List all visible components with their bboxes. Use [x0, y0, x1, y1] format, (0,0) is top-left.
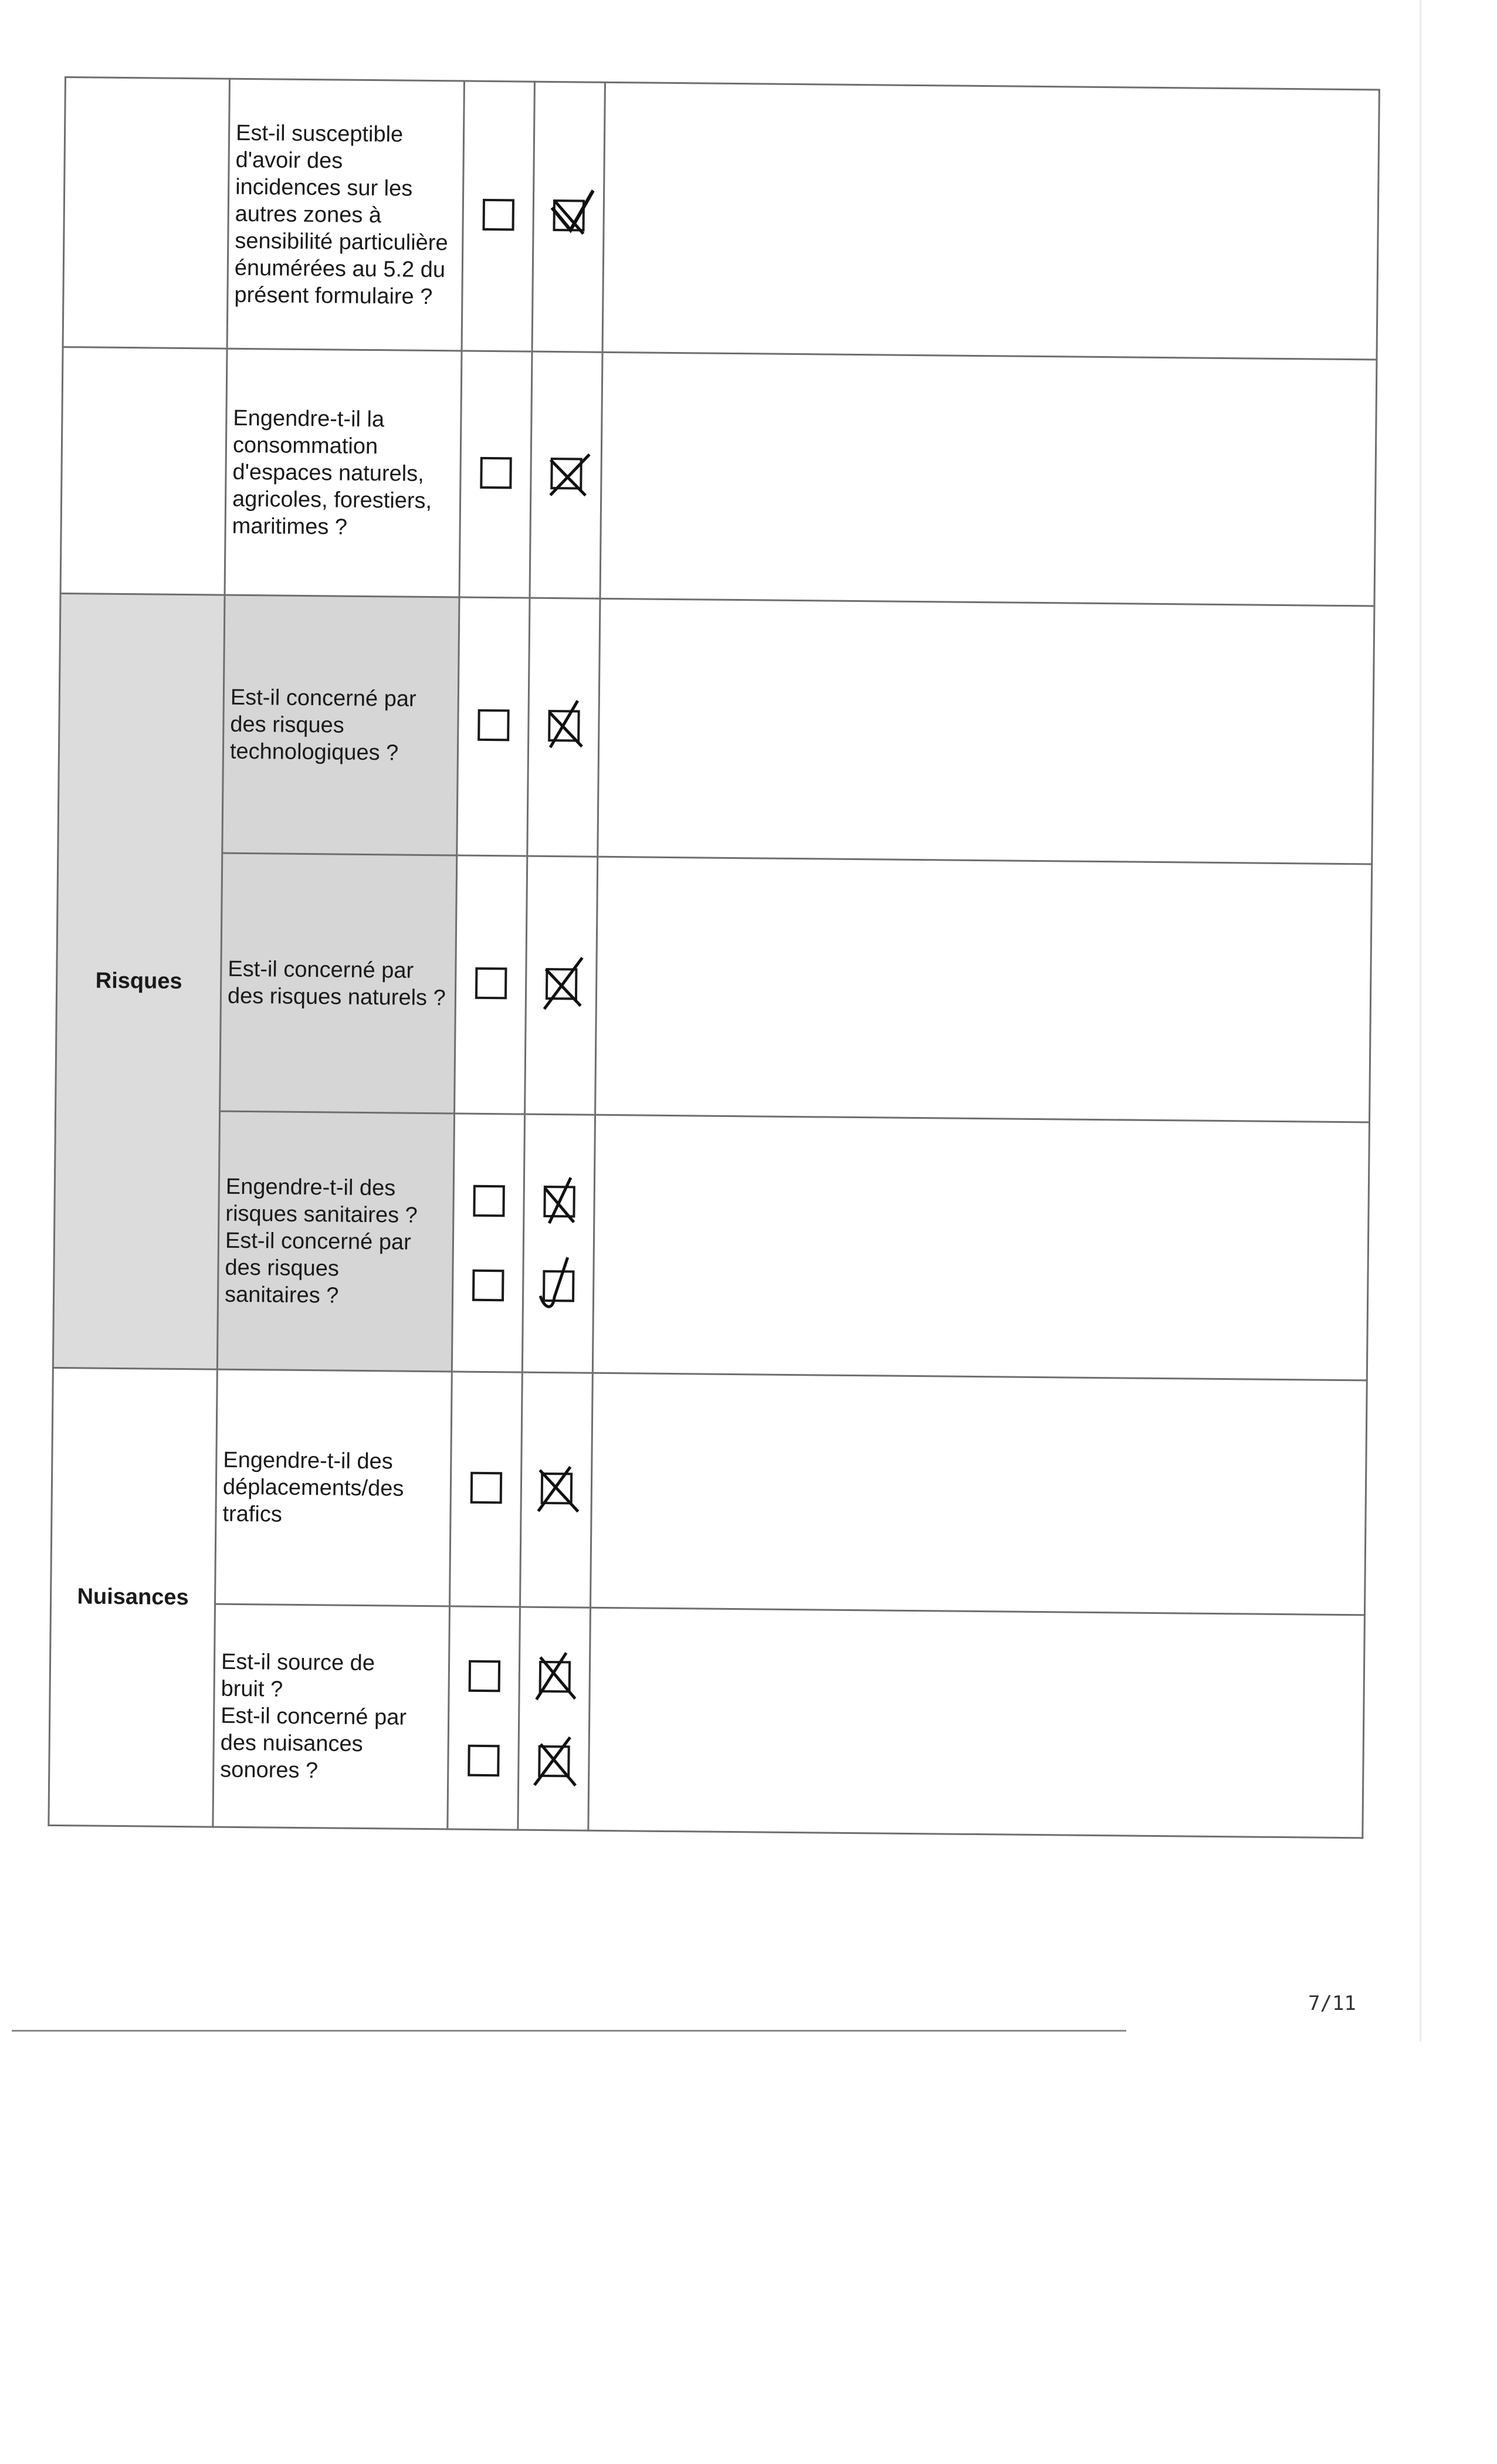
question-text: Engendre-t-il des — [223, 1447, 393, 1474]
non-cell — [532, 82, 605, 352]
non-cell — [530, 351, 602, 598]
question-text: autres zones à — [235, 201, 382, 228]
question-cell — [225, 348, 462, 597]
question-text: incidences sur les — [235, 174, 413, 201]
oui-checkbox[interactable] — [473, 1184, 505, 1217]
oui-checkbox[interactable] — [470, 1472, 502, 1504]
question-text: maritimes ? — [232, 513, 348, 540]
handwritten-cross-icon — [544, 442, 592, 502]
question-text: consommation — [232, 432, 378, 459]
non-cell — [522, 1114, 595, 1373]
comment-cell[interactable] — [602, 82, 1379, 360]
theme-cell-risques — [53, 593, 225, 1369]
question-cell — [213, 1604, 450, 1829]
non-checkbox-checked[interactable] — [538, 1660, 571, 1693]
table-row — [58, 593, 1374, 864]
table-row — [60, 347, 1377, 605]
page-number: 7/11 — [1308, 1992, 1356, 2015]
handwritten-check-icon — [536, 1254, 584, 1314]
question-text: d'espaces naturels, — [232, 459, 424, 486]
handwritten-cross-icon — [541, 695, 589, 754]
question-text: agricoles, forestiers, — [232, 486, 432, 513]
theme-label: Risques — [95, 968, 182, 994]
non-checkbox-checked[interactable] — [553, 199, 585, 232]
oui-cell — [449, 1372, 522, 1607]
question-text: Est-il concerné par — [228, 956, 414, 983]
non-cell — [527, 598, 600, 857]
oui-cell — [448, 1606, 520, 1830]
footer-divider — [12, 2030, 1126, 2032]
handwritten-cross-icon — [539, 953, 587, 1012]
question-cell — [227, 79, 464, 351]
question-text: technologiques ? — [229, 739, 399, 766]
question-text: sensibilité particulière — [235, 228, 448, 255]
handwritten-cross-icon — [534, 1457, 582, 1517]
question-text: Engendre-t-il la — [233, 405, 385, 432]
question-text: Est-il concerné par — [220, 1703, 407, 1730]
question-text: sonores ? — [220, 1757, 319, 1783]
handwritten-cross-icon — [532, 1729, 580, 1789]
oui-checkbox[interactable] — [475, 967, 507, 1000]
non-checkbox-checked[interactable] — [545, 968, 577, 1000]
question-text: bruit ? — [221, 1676, 283, 1702]
question-text: des risques naturels ? — [227, 983, 446, 1010]
environmental-assessment-table — [48, 76, 1379, 1839]
non-checkbox-checked[interactable] — [542, 1270, 574, 1302]
oui-checkbox[interactable] — [480, 457, 512, 489]
question-text: énumérées au 5.2 du — [234, 255, 446, 282]
oui-checkbox[interactable] — [482, 199, 514, 231]
theme-cell-empty — [63, 77, 229, 349]
oui-checkbox[interactable] — [468, 1744, 500, 1776]
question-text: déplacements/des — [222, 1474, 404, 1501]
table-row — [56, 851, 1372, 1122]
oui-cell — [459, 351, 532, 598]
comment-cell[interactable] — [600, 352, 1377, 606]
oui-cell — [457, 597, 530, 856]
oui-cell — [452, 1113, 524, 1372]
oui-cell — [455, 855, 527, 1114]
question-cell — [217, 1111, 454, 1372]
scan-edge — [1420, 0, 1421, 2042]
question-cell — [220, 853, 457, 1113]
question-text: sanitaires ? — [224, 1282, 339, 1308]
handwritten-cross-icon — [537, 1170, 585, 1229]
question-cell — [222, 595, 459, 855]
question-text: Est-il concerné par — [225, 1228, 411, 1255]
question-text: présent formulaire ? — [234, 282, 433, 309]
comment-cell[interactable] — [595, 857, 1372, 1122]
non-checkbox-checked[interactable] — [540, 1473, 573, 1505]
comment-cell[interactable] — [588, 1607, 1365, 1838]
table-row — [51, 1368, 1367, 1615]
non-cell — [518, 1607, 591, 1830]
question-text: Engendre-t-il des — [225, 1174, 396, 1201]
theme-cell-empty — [60, 347, 227, 595]
question-text: d'avoir des — [235, 147, 343, 174]
table-row — [49, 1602, 1365, 1837]
question-text: Est-il susceptible — [235, 120, 404, 147]
question-text: trafics — [222, 1501, 283, 1527]
question-text: Est-il source de — [221, 1649, 375, 1676]
theme-label: Nuisances — [77, 1584, 189, 1610]
oui-checkbox[interactable] — [468, 1660, 500, 1692]
question-cell — [215, 1369, 452, 1606]
non-cell — [525, 856, 598, 1115]
non-checkbox-checked[interactable] — [548, 710, 580, 742]
question-text: Est-il concerné par — [230, 685, 416, 712]
comment-cell[interactable] — [598, 598, 1374, 864]
question-text: risques sanitaires ? — [225, 1201, 418, 1228]
table-row — [63, 77, 1379, 360]
question-text: des risques — [230, 712, 344, 738]
table-row — [53, 1109, 1369, 1380]
comment-cell[interactable] — [590, 1373, 1367, 1615]
non-checkbox-checked[interactable] — [543, 1185, 575, 1217]
non-cell — [520, 1372, 592, 1607]
theme-cell-nuisances — [49, 1368, 217, 1827]
oui-checkbox[interactable] — [472, 1269, 504, 1301]
oui-checkbox[interactable] — [477, 709, 510, 742]
non-checkbox-checked[interactable] — [538, 1745, 570, 1777]
comment-cell[interactable] — [592, 1115, 1369, 1380]
non-checkbox-checked[interactable] — [550, 458, 582, 490]
question-text: des risques — [225, 1255, 340, 1281]
handwritten-check-icon — [547, 184, 594, 243]
oui-cell — [462, 81, 534, 351]
question-text: des nuisances — [220, 1730, 363, 1756]
handwritten-cross-icon — [533, 1645, 580, 1704]
